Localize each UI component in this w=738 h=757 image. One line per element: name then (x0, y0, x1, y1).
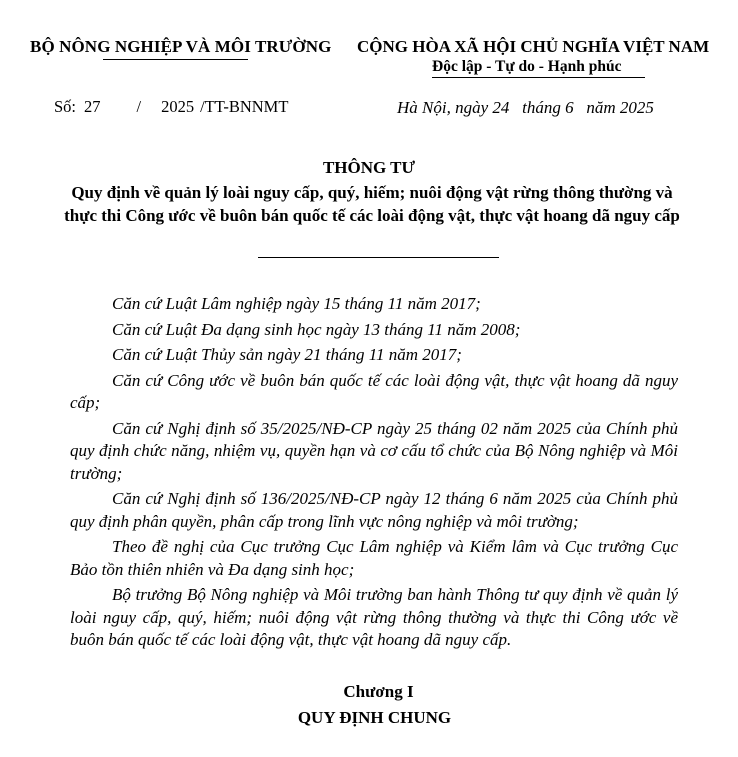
chapter-label: Chương I (343, 682, 414, 701)
document-type-title: THÔNG TƯ (322, 158, 416, 177)
document-subject: Quy định về quản lý loài nguy cấp, quý, hiếm; nuôi động vật rừng thông thường và thực thi Công ước về buôn bán quốc tế các loài động vật, thực vật hoang dã nguy cấp (64, 183, 680, 225)
legal-basis-item: Căn cứ Nghị định số 136/2025/NĐ-CP ngày 12 tháng 6 năm 2025 của Chính phủ quy định phân quyền, phân cấp trong lĩnh vực nông nghiệp và môi trường; (70, 489, 678, 531)
legal-basis-item: Căn cứ Công ước về buôn bán quốc tế các loài động vật, thực vật hoang dã nguy cấp; (70, 370, 678, 412)
national-title: CỘNG HÒA XÃ HỘI CHỦ NGHĨA VIỆT NAM (357, 37, 710, 56)
document-number-year: 2025 (161, 97, 195, 116)
legal-basis-item: Căn cứ Luật Đa dạng sinh học ngày 13 tháng 11 năm 2008; (112, 319, 521, 339)
chapter-name: QUY ĐỊNH CHUNG (297, 708, 452, 727)
legal-basis-item: Căn cứ Luật Lâm nghiệp ngày 15 tháng 11 năm 2017; (112, 294, 481, 313)
legal-basis-item: Theo đề nghị của Cục trưởng Cục Lâm nghiệp và Kiểm lâm và Cục trưởng Cục Bảo tồn thiên nhiên và Đa dạng sinh học; (70, 537, 678, 579)
document-number-label: Số: (54, 97, 77, 116)
legal-basis-item: Căn cứ Nghị định số 35/2025/NĐ-CP ngày 25 tháng 02 năm 2025 của Chính phủ quy định chức năng, nhiệm vụ, quyền hạn và cơ cấu tổ chức của Bộ Nông nghiệp và Môi trường; (70, 418, 678, 483)
legal-basis-item: Bộ trưởng Bộ Nông nghiệp và Môi trường ban hành Thông tư quy định về quản lý loài nguy cấp, quý, hiếm; nuôi động vật rừng thông thường và thực thi Công ước về buôn bán quốc tế các loài động vật, thực vật hoang dã nguy cấp. (70, 585, 678, 649)
ministry-underline (103, 59, 248, 60)
national-motto: Độc lập - Tự do - Hạnh phúc (432, 58, 622, 75)
document-number-value: 27 (84, 97, 101, 116)
document-number-slash: / (136, 97, 142, 116)
document-number-code: /TT-BNNMT (200, 97, 289, 116)
issuing-ministry: BỘ NÔNG NGHIỆP VÀ MÔI TRƯỜNG (30, 37, 332, 56)
motto-underline (432, 77, 645, 78)
title-underline (258, 257, 499, 258)
legal-basis-item: Căn cứ Luật Thủy sản ngày 21 tháng 11 năm 2017; (112, 345, 462, 364)
legal-basis-section (70, 293, 678, 655)
document-number (54, 97, 288, 117)
place-and-date: Hà Nội, ngày 24 tháng 6 năm 2025 (397, 98, 654, 117)
